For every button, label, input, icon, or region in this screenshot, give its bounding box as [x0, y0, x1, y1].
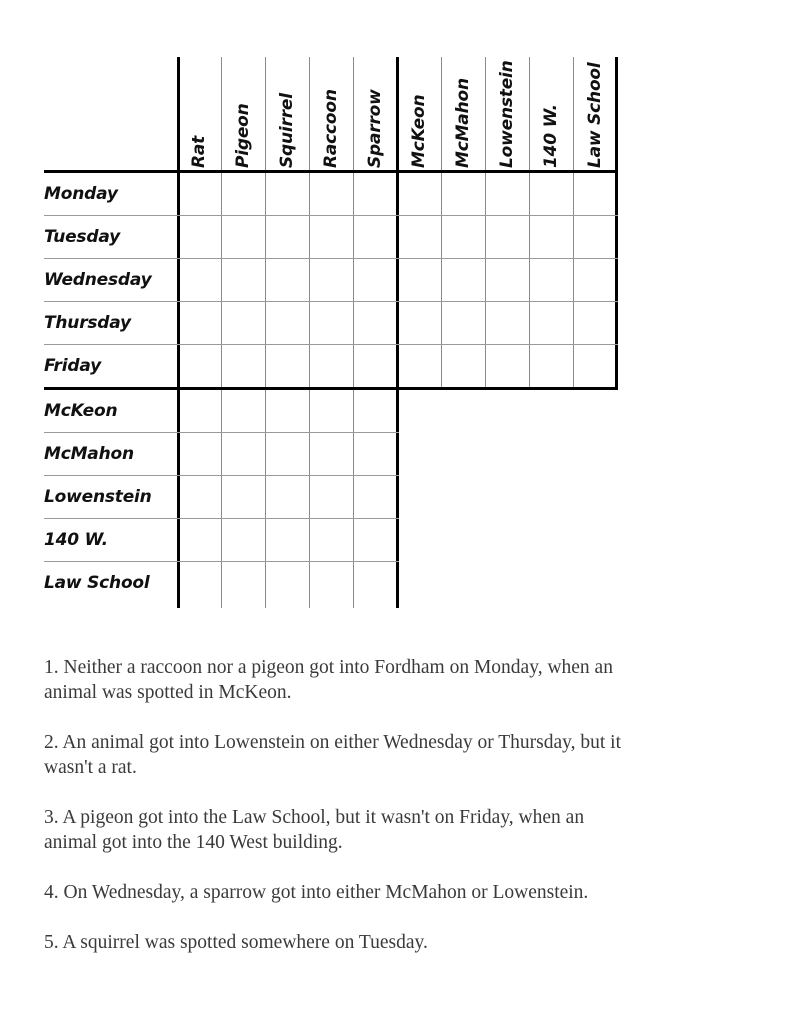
- grid-cell[interactable]: [575, 216, 618, 258]
- grid-cell[interactable]: [178, 433, 221, 475]
- column-header-label: Pigeon: [233, 103, 253, 168]
- grid-cell[interactable]: [531, 172, 574, 214]
- grid-cell[interactable]: [575, 302, 618, 344]
- grid-cell[interactable]: [487, 302, 530, 344]
- row-label-lowenstein: [44, 475, 174, 518]
- grid-cell[interactable]: [531, 302, 574, 344]
- column-header-label: Rat: [189, 135, 209, 168]
- grid-cell[interactable]: [266, 433, 309, 475]
- grid-cell[interactable]: [531, 259, 574, 301]
- column-header-law-school: [573, 57, 617, 172]
- grid-cell[interactable]: [354, 390, 397, 432]
- column-header-raccoon: [309, 57, 353, 172]
- clue-list: [44, 655, 624, 980]
- column-header-label: 140 W.: [541, 104, 561, 168]
- grid-cell[interactable]: [222, 216, 265, 258]
- grid-cell[interactable]: [266, 390, 309, 432]
- grid-cell[interactable]: [310, 302, 353, 344]
- grid-cell[interactable]: [443, 302, 486, 344]
- row-label-text: Friday: [44, 355, 101, 376]
- column-header-label: Law School: [585, 62, 605, 168]
- row-label-text: Monday: [44, 183, 118, 204]
- grid-cell[interactable]: [487, 345, 530, 387]
- clue-item: 1. Neither a raccoon nor a pigeon got into Fordham on Monday, when an animal was spotted in McKeon.: [44, 657, 613, 703]
- clue-item: 5. A squirrel was spotted somewhere on Tuesday.: [44, 932, 428, 953]
- row-label-friday: [44, 344, 174, 387]
- clue-item: 4. On Wednesday, a sparrow got into either McMahon or Lowenstein.: [44, 882, 589, 903]
- column-header-label: McMahon: [453, 78, 473, 168]
- grid-cell[interactable]: [531, 345, 574, 387]
- grid-cell[interactable]: [310, 476, 353, 518]
- grid-cell[interactable]: [178, 562, 221, 604]
- grid-cell[interactable]: [178, 476, 221, 518]
- clue-item: 3. A pigeon got into the Law School, but it wasn't on Friday, when an animal got into the 140 West building.: [44, 807, 585, 853]
- grid-cell[interactable]: [266, 476, 309, 518]
- row-label-text: McMahon: [44, 443, 134, 464]
- row-label-mcmahon: [44, 432, 174, 475]
- column-header-label: McKeon: [409, 94, 429, 168]
- grid-cell[interactable]: [178, 216, 221, 258]
- grid-cell[interactable]: [487, 172, 530, 214]
- row-label-monday: [44, 172, 174, 215]
- row-label-mckeon: [44, 389, 174, 432]
- grid-cell[interactable]: [266, 259, 309, 301]
- grid-cell[interactable]: [310, 345, 353, 387]
- grid-cell[interactable]: [354, 259, 397, 301]
- grid-cell[interactable]: [310, 259, 353, 301]
- grid-cell[interactable]: [222, 519, 265, 561]
- grid-cell[interactable]: [354, 216, 397, 258]
- row-label-wednesday: [44, 258, 174, 301]
- grid-cell[interactable]: [487, 216, 530, 258]
- grid-cell[interactable]: [354, 519, 397, 561]
- grid-cell[interactable]: [266, 562, 309, 604]
- grid-cell[interactable]: [266, 302, 309, 344]
- grid-cell[interactable]: [310, 216, 353, 258]
- column-header-label: Lowenstein: [497, 60, 517, 168]
- grid-cell[interactable]: [399, 259, 442, 301]
- grid-cell[interactable]: [354, 433, 397, 475]
- grid-cell[interactable]: [222, 433, 265, 475]
- row-label-text: 140 W.: [44, 529, 108, 550]
- grid-cell[interactable]: [575, 345, 618, 387]
- grid-cell[interactable]: [222, 476, 265, 518]
- grid-cell[interactable]: [222, 302, 265, 344]
- grid-cell[interactable]: [266, 216, 309, 258]
- column-header-lowenstein: [485, 57, 529, 172]
- grid-cell[interactable]: [310, 390, 353, 432]
- grid-cell[interactable]: [443, 172, 486, 214]
- grid-cell[interactable]: [354, 345, 397, 387]
- row-label-text: McKeon: [44, 400, 118, 421]
- column-header-mckeon: [397, 57, 441, 172]
- row-label-thursday: [44, 301, 174, 344]
- grid-cell[interactable]: [222, 172, 265, 214]
- column-header-sparrow: [353, 57, 397, 172]
- grid-cell[interactable]: [487, 259, 530, 301]
- clue-item: 2. An animal got into Lowenstein on either Wednesday or Thursday, but it wasn't a rat.: [44, 732, 622, 778]
- row-label-text: Law School: [44, 572, 150, 593]
- column-header-mcmahon: [441, 57, 485, 172]
- column-header-label: Sparrow: [365, 89, 385, 168]
- grid-cell[interactable]: [399, 345, 442, 387]
- column-header-squirrel: [265, 57, 309, 172]
- grid-cell[interactable]: [575, 172, 618, 214]
- grid-cell[interactable]: [443, 259, 486, 301]
- grid-cell[interactable]: [310, 172, 353, 214]
- grid-cell[interactable]: [222, 345, 265, 387]
- grid-cell[interactable]: [178, 390, 221, 432]
- grid-cell[interactable]: [222, 259, 265, 301]
- grid-cell[interactable]: [310, 433, 353, 475]
- grid-cell[interactable]: [178, 345, 221, 387]
- row-label-law-school: [44, 561, 174, 604]
- grid-cell[interactable]: [222, 390, 265, 432]
- column-header-label: Raccoon: [321, 89, 341, 168]
- grid-cell[interactable]: [178, 519, 221, 561]
- grid-cell[interactable]: [222, 562, 265, 604]
- row-label-text: Lowenstein: [44, 486, 152, 507]
- row-label-text: Wednesday: [44, 269, 152, 290]
- grid-cell[interactable]: [354, 562, 397, 604]
- row-label-text: Tuesday: [44, 226, 120, 247]
- row-label-text: Thursday: [44, 312, 131, 333]
- grid-cell[interactable]: [310, 519, 353, 561]
- grid-cell[interactable]: [178, 259, 221, 301]
- grid-cell[interactable]: [310, 562, 353, 604]
- column-header-pigeon: [221, 57, 265, 172]
- row-label-tuesday: [44, 215, 174, 258]
- grid-cell[interactable]: [266, 519, 309, 561]
- grid-cell[interactable]: [178, 172, 221, 214]
- grid-cell[interactable]: [354, 172, 397, 214]
- grid-cell[interactable]: [266, 345, 309, 387]
- grid-cell[interactable]: [399, 172, 442, 214]
- row-label-140-w: [44, 518, 174, 561]
- column-header-rat: [177, 57, 221, 172]
- grid-cell[interactable]: [443, 216, 486, 258]
- grid-cell[interactable]: [178, 302, 221, 344]
- grid-cell[interactable]: [354, 476, 397, 518]
- grid-cell[interactable]: [443, 345, 486, 387]
- grid-cell[interactable]: [531, 216, 574, 258]
- grid-cell[interactable]: [266, 172, 309, 214]
- grid-cell[interactable]: [399, 302, 442, 344]
- column-header-140-w: [529, 57, 573, 172]
- grid-cell[interactable]: [399, 216, 442, 258]
- grid-cell[interactable]: [575, 259, 618, 301]
- column-header-label: Squirrel: [277, 93, 297, 168]
- grid-cell[interactable]: [354, 302, 397, 344]
